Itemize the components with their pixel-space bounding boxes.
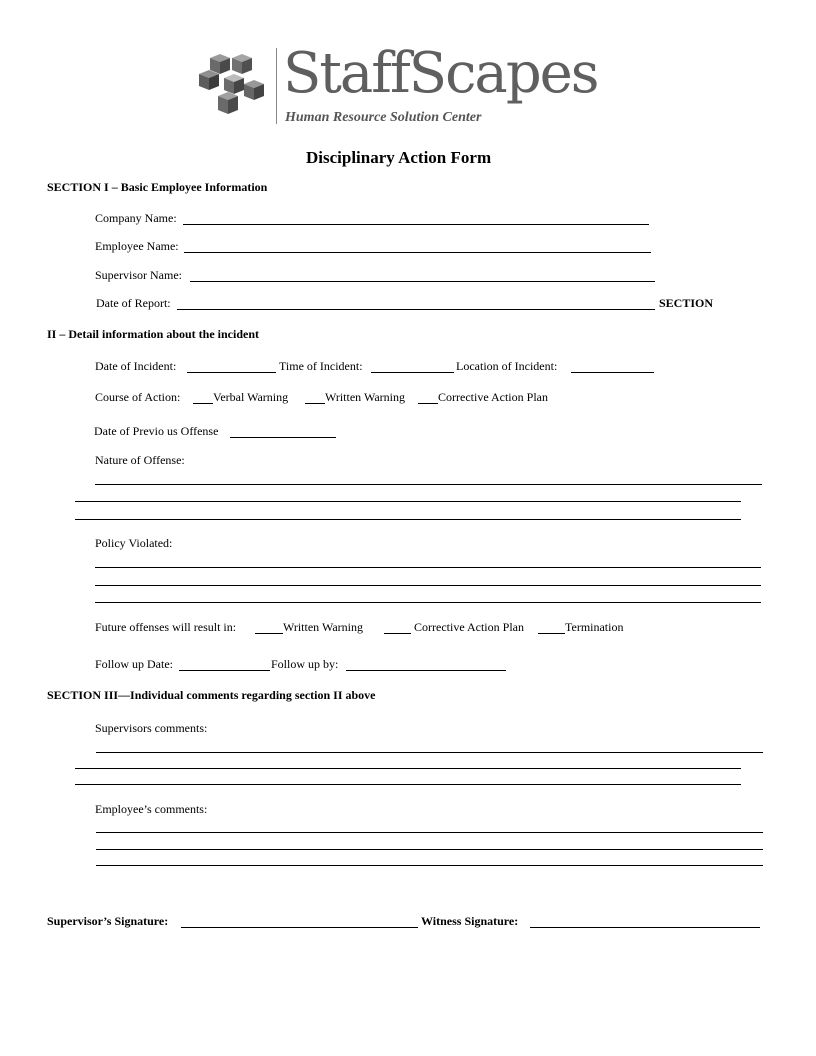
date-of-incident-field[interactable] xyxy=(187,372,276,373)
policy-violated-label: Policy Violated: xyxy=(95,536,173,550)
location-of-incident-field[interactable] xyxy=(571,372,654,373)
verbal-warning-checkbox[interactable] xyxy=(193,403,213,404)
supervisor-signature-label: Supervisor’s Signature: xyxy=(47,914,169,928)
supervisor-signature-field[interactable] xyxy=(181,927,418,928)
course-of-action-label: Course of Action: xyxy=(95,390,181,404)
nature-of-offense-line-2[interactable] xyxy=(75,501,741,502)
staffscapes-cubes-icon xyxy=(196,54,270,118)
nature-of-offense-line-3[interactable] xyxy=(75,519,741,520)
nature-of-offense-line-1[interactable] xyxy=(95,484,762,485)
supervisor-name-label: Supervisor Name: xyxy=(95,268,182,282)
follow-up-date-label: Follow up Date: xyxy=(95,657,173,671)
policy-violated-line-2[interactable] xyxy=(95,585,761,586)
written-warning-checkbox[interactable] xyxy=(305,403,325,404)
previous-offense-field[interactable] xyxy=(230,437,336,438)
employee-name-field[interactable] xyxy=(184,252,651,253)
corrective-action-checkbox[interactable] xyxy=(418,403,438,404)
future-termination-label: Termination xyxy=(565,620,624,634)
employee-comments-line-1[interactable] xyxy=(96,832,763,833)
logo-tagline: Human Resource Solution Center xyxy=(285,110,482,125)
witness-signature-field[interactable] xyxy=(530,927,760,928)
previous-offense-label: Date of Previo us Offense xyxy=(94,424,219,438)
policy-violated-line-3[interactable] xyxy=(95,602,761,603)
time-of-incident-field[interactable] xyxy=(371,372,454,373)
date-of-incident-label: Date of Incident: xyxy=(95,359,177,373)
witness-signature-label: Witness Signature: xyxy=(421,914,519,928)
form-title: Disciplinary Action Form xyxy=(306,148,492,167)
supervisor-comments-label: Supervisors comments: xyxy=(95,721,208,735)
follow-up-by-field[interactable] xyxy=(346,670,506,671)
employee-name-label: Employee Name: xyxy=(95,239,179,253)
corrective-action-label: Corrective Action Plan xyxy=(438,390,548,404)
future-written-warning-label: Written Warning xyxy=(283,620,363,634)
employee-comments-line-2[interactable] xyxy=(96,849,763,850)
follow-up-by-label: Follow up by: xyxy=(271,657,339,671)
verbal-warning-label: Verbal Warning xyxy=(213,390,289,404)
logo-divider xyxy=(276,48,277,124)
employee-comments-label: Employee’s comments: xyxy=(95,802,208,816)
date-of-report-label: Date of Report: xyxy=(96,296,171,310)
section-1-heading: SECTION I – Basic Employee Information xyxy=(47,180,268,194)
written-warning-label: Written Warning xyxy=(325,390,405,404)
section-3-heading: SECTION III—Individual comments regarding section II above xyxy=(47,688,376,702)
section-2-heading: II – Detail information about the incident xyxy=(47,327,260,341)
employee-comments-line-3[interactable] xyxy=(96,865,763,866)
location-of-incident-label: Location of Incident: xyxy=(456,359,558,373)
future-written-warning-checkbox[interactable] xyxy=(255,633,283,634)
future-termination-checkbox[interactable] xyxy=(538,633,565,634)
date-of-report-field[interactable] xyxy=(177,309,655,310)
supervisor-comments-line-2[interactable] xyxy=(75,768,741,769)
future-corrective-action-checkbox[interactable] xyxy=(384,633,411,634)
section-trailing-word: SECTION xyxy=(659,296,714,310)
future-offenses-label: Future offenses will result in: xyxy=(95,620,237,634)
supervisor-comments-line-3[interactable] xyxy=(75,784,741,785)
company-name-label: Company Name: xyxy=(95,211,177,225)
company-name-field[interactable] xyxy=(183,224,649,225)
nature-of-offense-label: Nature of Offense: xyxy=(95,453,185,467)
follow-up-date-field[interactable] xyxy=(179,670,270,671)
future-corrective-action-label: Corrective Action Plan xyxy=(414,620,524,634)
supervisor-comments-line-1[interactable] xyxy=(96,752,763,753)
policy-violated-line-1[interactable] xyxy=(95,567,761,568)
time-of-incident-label: Time of Incident: xyxy=(279,359,363,373)
logo-wordmark: StaffScapes xyxy=(283,41,598,106)
supervisor-name-field[interactable] xyxy=(190,281,655,282)
